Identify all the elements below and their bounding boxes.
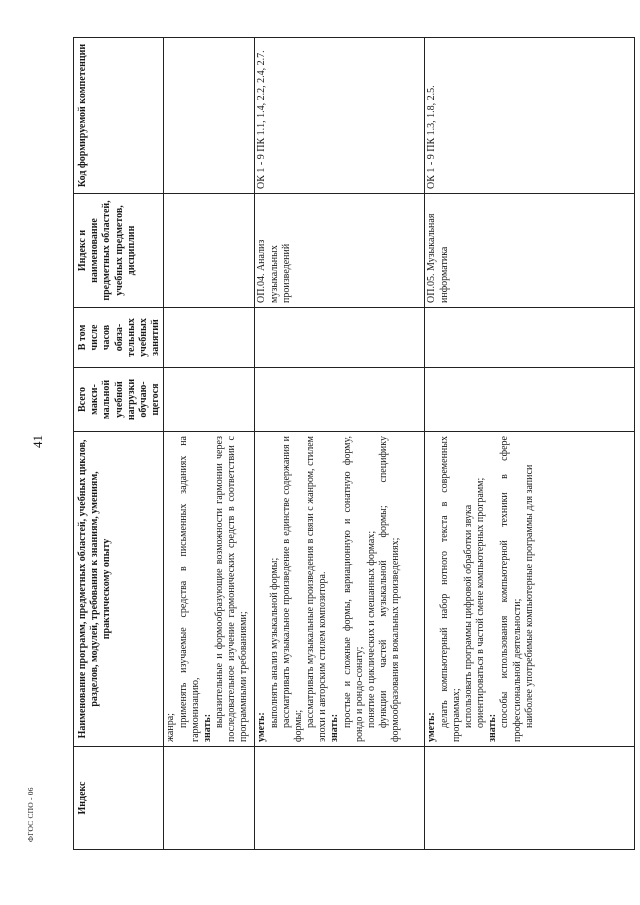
header-competence-code: Код формируемой компетенции xyxy=(74,38,164,194)
cell-total xyxy=(425,368,635,432)
cell-code: ОК 1 - 9 ПК 1.1, 1.4, 2.2, 2.4, 2.7. xyxy=(255,38,425,194)
requirement-line: функции частей музыкальной формы; специфику формообразования в вокальных произведениях; xyxy=(378,436,402,742)
cell-code: ОК 1 - 9 ПК 1.3, 1.8, 2.5. xyxy=(425,38,635,194)
requirement-line: использовать программы цифровой обработки звука xyxy=(462,504,474,728)
requirement-line: выразительные и формообразующие возможности гармонии через последовательное изучение гармонических средств в соответствии с программными требованиями; xyxy=(214,436,250,742)
requirement-line: делать компьютерный набор нотного текста в современных программах; xyxy=(438,436,462,742)
header-index: Индекс xyxy=(74,747,164,850)
table-row xyxy=(425,38,635,850)
requirement-line: наиболее употребимые компьютерные программы для записи xyxy=(523,464,535,728)
can-label: уметь: xyxy=(426,712,438,742)
cell-code xyxy=(164,38,255,194)
cell-total xyxy=(255,368,425,432)
page-number: 41 xyxy=(30,435,45,448)
requirement-line: ориентироваться в частой смене компьютерных программ; xyxy=(475,477,487,728)
table-row xyxy=(164,38,255,850)
cell-requirements xyxy=(425,432,635,747)
cell-index xyxy=(164,747,255,850)
cell-subject: ОП.05. Музыкальная информатика xyxy=(425,194,635,308)
header-name: Наименование программ, предметных областей, учебных циклов, разделов, модулей, требования к знаниям, умениям, практическому опыту xyxy=(74,432,164,747)
requirement-line: рассматривать музыкальные произведения в связи с жанром, стилем эпохи и авторским стилем композитора. xyxy=(305,436,329,742)
header-subject: Индекс и наименование предметных областей, учебных предметов, дисциплин xyxy=(74,194,164,308)
cell-subject xyxy=(164,194,255,308)
cell-index xyxy=(255,747,425,850)
requirement-line: выполнять анализ музыкальной формы; xyxy=(268,557,280,728)
know-label: знать: xyxy=(329,713,341,742)
cell-mandatory xyxy=(164,308,255,368)
table-row xyxy=(255,38,425,850)
header-total-load: Всего макси-мальной учебной нагрузки обучаю-щегося xyxy=(74,368,164,432)
know-label: знать: xyxy=(487,713,499,742)
cell-index xyxy=(425,747,635,850)
cell-subject: ОП.04. Анализ музыкальных произведений xyxy=(255,194,425,308)
cell-requirements xyxy=(164,432,255,747)
table-header-row xyxy=(74,38,164,850)
curriculum-table-sheet xyxy=(73,38,635,850)
footer-document-code: ФГОС СПО - 06 xyxy=(26,787,35,842)
know-label: знать: xyxy=(201,713,213,742)
requirement-line: понятие о циклических и смешанных формах; xyxy=(366,530,377,728)
requirement-line: рассматривать музыкальное произведение в единстве содержания и формы; xyxy=(280,436,304,742)
curriculum-table xyxy=(73,37,635,850)
cell-mandatory xyxy=(255,308,425,368)
can-label: уметь: xyxy=(256,712,268,742)
requirement-line: жанра; xyxy=(165,713,177,742)
requirement-line: способы использования компьютерной техники в сфере профессиональной деятельности; xyxy=(499,436,523,742)
header-mandatory-hours: В том числе часов обяза-тельных учебных занятий xyxy=(74,308,164,368)
cell-requirements xyxy=(255,432,425,747)
cell-total xyxy=(164,368,255,432)
requirement-line: простые и сложные формы, вариационную и сонатную форму, рондо и рондо-сонату; xyxy=(341,436,365,742)
requirement-line: применять изучаемые средства в письменных заданиях на гармонизацию, xyxy=(177,436,201,742)
cell-mandatory xyxy=(425,308,635,368)
